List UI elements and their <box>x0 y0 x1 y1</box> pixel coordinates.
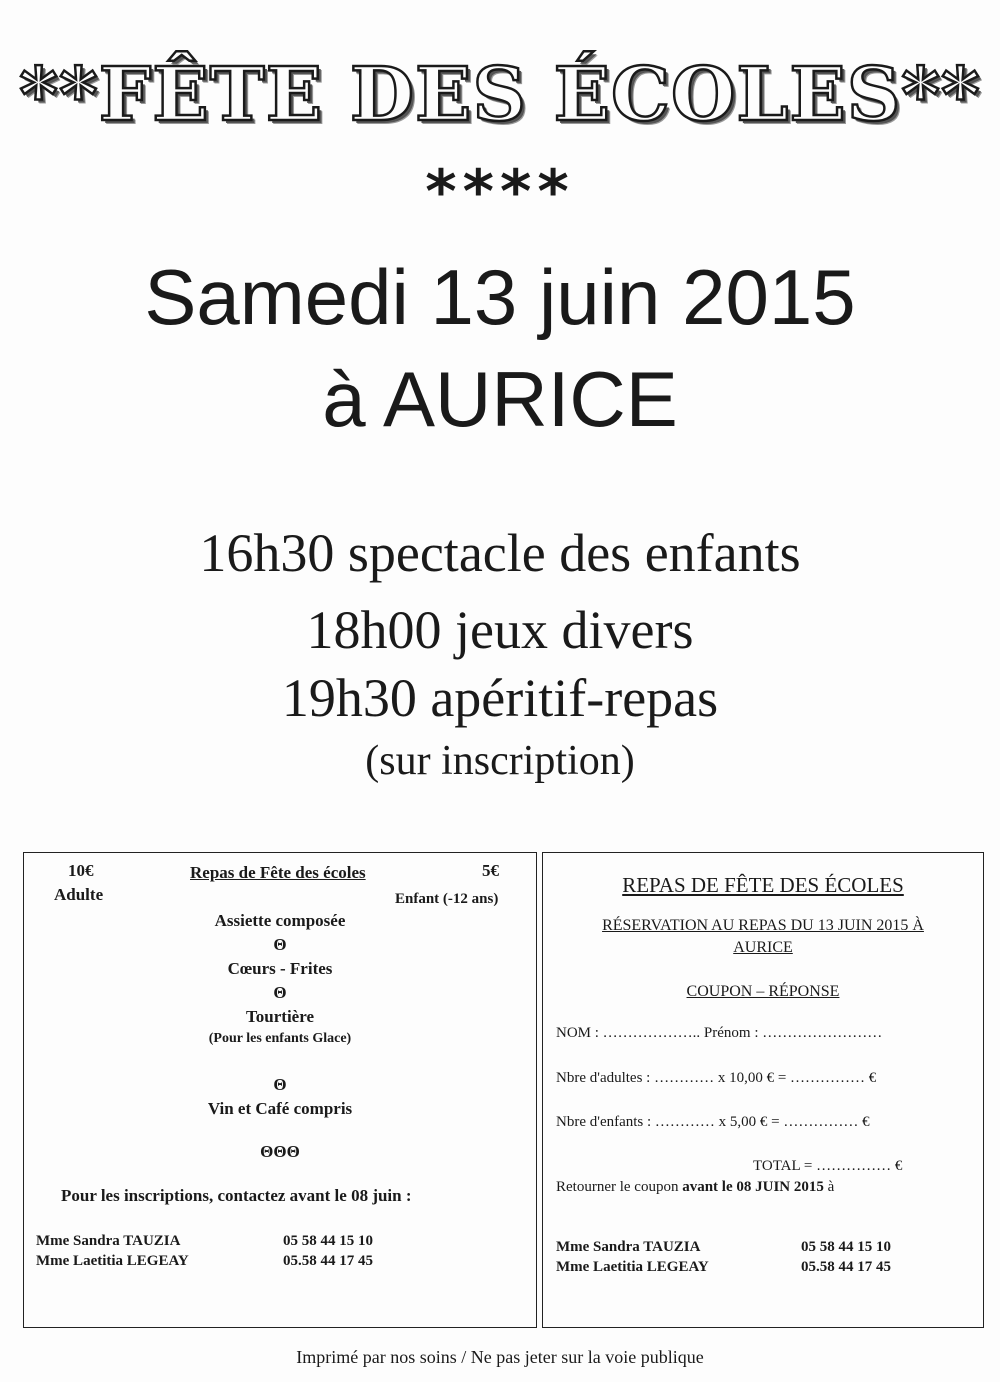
schedule-item: 16h30 spectacle des enfants <box>199 523 801 583</box>
schedule-note: (sur inscription) <box>365 738 635 784</box>
coupon-subheading: RÉSERVATION AU REPAS DU 13 JUIN 2015 À <box>602 917 924 934</box>
menu-separator: Θ <box>273 983 287 1002</box>
menu-separator: Θ <box>273 1075 287 1094</box>
children-field-line: Nbre d'enfants : ………… x 5,00 € = …………… € <box>556 1114 870 1130</box>
adult-label: Adulte <box>54 885 104 904</box>
coupon-heading: REPAS DE FÊTE DES ÉCOLES <box>622 873 904 897</box>
child-price: 5€ <box>482 861 499 880</box>
contact-name: Mme Laetitia LEGEAY <box>556 1259 709 1275</box>
coupon-box <box>542 852 984 1328</box>
menu-item: Tourtière <box>246 1007 314 1026</box>
event-date: Samedi 13 juin 2015 <box>144 253 856 341</box>
contact-phone: 05 58 44 15 10 <box>801 1239 891 1255</box>
coupon-title: COUPON – RÉPONSE <box>686 983 840 1000</box>
coupon-subheading: AURICE <box>733 939 793 956</box>
menu-heading: Repas de Fête des écoles <box>190 863 366 882</box>
menu-item: Vin et Café compris <box>207 1099 353 1118</box>
menu-item: Cœurs - Frites <box>227 959 333 978</box>
contact-phone: 05 58 44 15 10 <box>283 1233 373 1249</box>
schedule-item: 18h00 jeux divers <box>306 600 694 660</box>
adults-field-line: Nbre d'adultes : ………… x 10,00 € = …………… € <box>556 1070 877 1086</box>
menu-separator: ΘΘΘ <box>260 1142 300 1161</box>
schedule-item: 19h30 apéritif-repas <box>281 668 719 728</box>
contact-phone: 05.58 44 17 45 <box>283 1253 373 1269</box>
event-place: à AURICE <box>322 355 678 443</box>
total-field-line: TOTAL = …………… € <box>753 1158 903 1174</box>
contact-name: Mme Laetitia LEGEAY <box>36 1253 189 1269</box>
name-field-line: NOM : ……………….. Prénom : …………………… <box>556 1025 883 1041</box>
stars-divider: **** <box>425 157 575 227</box>
menu-note: (Pour les enfants Glace) <box>208 1031 352 1046</box>
menu-item: Assiette composée <box>214 911 346 930</box>
poster-title: **FÊTE DES ÉCOLES** <box>19 52 981 138</box>
contact-line: Pour les inscriptions, contactez avant le 08 juin : <box>61 1186 412 1205</box>
contact-phone: 05.58 44 17 45 <box>801 1259 891 1275</box>
child-label: Enfant (-12 ans) <box>395 891 499 907</box>
menu-box <box>23 852 537 1328</box>
adult-price: 10€ <box>68 861 94 880</box>
menu-separator: Θ <box>273 935 287 954</box>
contact-name: Mme Sandra TAUZIA <box>556 1239 701 1255</box>
contact-name: Mme Sandra TAUZIA <box>36 1233 181 1249</box>
return-instruction: Retourner le coupon avant le 08 JUIN 2015 à <box>556 1179 835 1195</box>
footer-note: Imprimé par nos soins / Ne pas jeter sur la voie publique <box>296 1347 704 1367</box>
